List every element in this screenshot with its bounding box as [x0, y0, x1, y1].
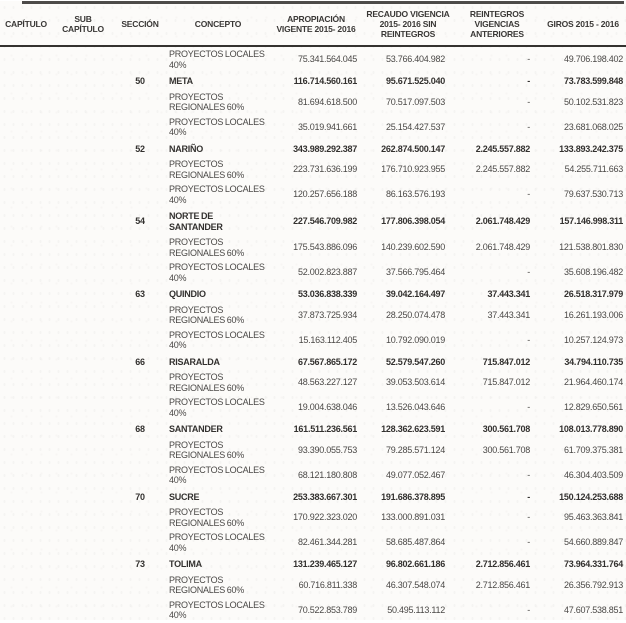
cell-capitulo	[0, 488, 52, 506]
cell-seccion: 50	[135, 76, 145, 86]
cell-recaudo: 133.000.891.031	[381, 512, 445, 523]
cell-apropiacion: 82.461.344.281	[297, 537, 357, 548]
cell-apropiacion: 52.002.823.887	[297, 267, 357, 278]
cell-apropiacion: 116.714.560.161	[293, 76, 357, 86]
table-row	[0, 353, 626, 371]
cell-concepto: PROYECTOS LOCALES 40%	[169, 329, 265, 350]
cell-seccion	[114, 370, 166, 395]
cell-recaudo: 140.239.602.590	[381, 242, 445, 253]
cell-capitulo	[0, 207, 52, 235]
cell-recaudo: 262.874.500.147	[381, 143, 445, 154]
cell-capitulo	[0, 328, 52, 353]
table-row	[0, 573, 626, 598]
cell-recaudo: 128.362.623.591	[381, 424, 445, 434]
cell-concepto: PROYECTOS LOCALES 40%	[169, 532, 265, 553]
cell-capitulo	[0, 285, 52, 303]
cell-reintegros: -	[527, 121, 530, 132]
cell-giros: 50.102.531.823	[563, 96, 623, 107]
cell-sub_capitulo	[52, 115, 114, 140]
cell-capitulo	[0, 438, 52, 463]
cell-seccion	[114, 438, 166, 463]
table-row	[0, 285, 626, 303]
cell-reintegros: 715.847.012	[482, 356, 530, 367]
cell-recaudo: 52.579.547.260	[385, 356, 445, 367]
table-row	[0, 115, 626, 140]
cell-giros: 10.257.124.973	[563, 334, 623, 345]
cell-capitulo	[0, 463, 52, 488]
cell-seccion	[114, 235, 166, 260]
cell-capitulo	[0, 46, 52, 72]
table-row	[0, 463, 626, 488]
cell-concepto: TOLIMA	[169, 559, 202, 569]
cell-recaudo: 25.154.427.537	[385, 121, 445, 132]
cell-capitulo	[0, 140, 52, 158]
cell-concepto: PROYECTOS REGIONALES 60%	[169, 237, 245, 258]
cell-capitulo	[0, 505, 52, 530]
cell-giros: 16.261.193.006	[563, 309, 623, 320]
budget-execution-table	[0, 4, 626, 623]
table-row	[0, 438, 626, 463]
cell-sub_capitulo	[52, 260, 114, 285]
cell-recaudo: 13.526.043.646	[385, 402, 445, 413]
cell-giros: 61.709.375.381	[563, 444, 623, 455]
cell-recaudo: 86.163.576.193	[385, 189, 445, 200]
cell-apropiacion: 175.543.886.096	[293, 242, 357, 253]
cell-giros: 95.463.363.841	[563, 512, 623, 523]
cell-recaudo: 53.766.404.982	[385, 54, 445, 65]
cell-recaudo: 176.710.923.955	[381, 164, 445, 175]
cell-sub_capitulo	[52, 90, 114, 115]
cell-giros: 47.607.538.851	[563, 604, 623, 615]
cell-sub_capitulo	[52, 438, 114, 463]
cell-giros: 21.964.460.174	[563, 377, 623, 388]
cell-apropiacion: 120.257.656.188	[293, 189, 357, 200]
cell-seccion: 68	[135, 424, 145, 434]
cell-sub_capitulo	[52, 207, 114, 235]
cell-concepto: PROYECTOS REGIONALES 60%	[169, 159, 245, 180]
cell-sub_capitulo	[52, 46, 114, 72]
cell-reintegros: -	[527, 537, 530, 548]
column-header-giros: GIROS 2015 - 2016	[540, 4, 626, 46]
cell-apropiacion: 60.716.811.338	[298, 579, 357, 590]
cell-giros: 133.893.242.375	[559, 143, 623, 154]
cell-reintegros: -	[527, 76, 530, 86]
cell-sub_capitulo	[52, 182, 114, 207]
cell-apropiacion: 19.004.638.046	[297, 402, 357, 413]
cell-concepto: NORTE DE SANTANDER	[169, 211, 223, 232]
cell-reintegros: 300.561.708	[482, 444, 530, 455]
cell-reintegros: -	[527, 189, 530, 200]
table-row	[0, 157, 626, 182]
cell-giros: 121.538.801.830	[559, 242, 623, 253]
cell-giros: 49.706.198.402	[563, 54, 623, 65]
cell-seccion: 70	[135, 491, 145, 502]
cell-apropiacion: 253.383.667.301	[293, 491, 357, 502]
cell-giros: 79.637.530.713	[563, 189, 623, 200]
cell-reintegros: -	[527, 267, 530, 278]
cell-concepto: META	[169, 76, 193, 86]
cell-reintegros: 37.443.341	[487, 289, 530, 299]
cell-seccion	[114, 182, 166, 207]
cell-capitulo	[0, 182, 52, 207]
cell-recaudo: 79.285.571.124	[385, 444, 445, 455]
table-row	[0, 72, 626, 90]
cell-sub_capitulo	[52, 285, 114, 303]
cell-reintegros: -	[527, 512, 530, 523]
cell-seccion: 52	[135, 143, 145, 154]
cell-capitulo	[0, 555, 52, 573]
cell-reintegros: 2.061.748.429	[475, 216, 530, 227]
cell-apropiacion: 227.546.709.982	[293, 216, 357, 227]
cell-sub_capitulo	[52, 573, 114, 598]
cell-recaudo: 39.042.164.497	[385, 289, 445, 299]
cell-concepto: PROYECTOS LOCALES 40%	[169, 464, 265, 485]
cell-recaudo: 10.792.090.019	[385, 334, 445, 345]
table-row	[0, 46, 626, 72]
cell-reintegros: -	[527, 96, 530, 107]
cell-sub_capitulo	[52, 328, 114, 353]
cell-apropiacion: 70.522.853.789	[297, 604, 357, 615]
cell-reintegros: -	[527, 469, 530, 480]
column-header-recaudo: RECAUDO VIGENCIA 2015- 2016 SIN REINTEGROS	[362, 4, 454, 46]
cell-concepto: NARIÑO	[169, 143, 203, 154]
cell-seccion	[114, 303, 166, 328]
column-header-capitulo: CAPÍTULO	[0, 4, 52, 46]
cell-concepto: PROYECTOS REGIONALES 60%	[169, 91, 245, 112]
cell-giros: 73.964.331.764	[563, 559, 623, 569]
cell-concepto: SUCRE	[169, 491, 200, 502]
column-header-seccion: SECCIÓN	[114, 4, 166, 46]
table-row	[0, 420, 626, 438]
cell-recaudo: 49.077.052.467	[385, 469, 445, 480]
cell-capitulo	[0, 235, 52, 260]
page-top-rule	[22, 1, 624, 4]
cell-concepto: SANTANDER	[169, 424, 223, 434]
cell-sub_capitulo	[52, 72, 114, 90]
header-row	[0, 4, 626, 46]
cell-recaudo: 28.250.074.478	[385, 309, 445, 320]
cell-apropiacion: 81.694.618.500	[297, 96, 357, 107]
cell-recaudo: 46.307.548.074	[385, 579, 445, 590]
cell-concepto: QUINDIO	[169, 289, 206, 299]
cell-apropiacion: 37.873.725.934	[297, 309, 357, 320]
cell-giros: 26.518.317.979	[563, 289, 623, 299]
cell-capitulo	[0, 303, 52, 328]
cell-reintegros: 300.561.708	[482, 424, 530, 434]
cell-apropiacion: 131.239.465.127	[293, 559, 357, 569]
cell-seccion	[114, 505, 166, 530]
cell-recaudo: 95.671.525.040	[385, 76, 445, 86]
cell-concepto: PROYECTOS LOCALES 40%	[169, 599, 265, 620]
cell-capitulo	[0, 530, 52, 555]
scanned-budget-table-page	[0, 1, 626, 620]
cell-reintegros: 2.712.856.461	[475, 579, 530, 590]
cell-reintegros: 2.245.557.882	[475, 164, 530, 175]
cell-reintegros: -	[527, 604, 530, 615]
cell-reintegros: -	[527, 402, 530, 413]
table-row	[0, 395, 626, 420]
cell-capitulo	[0, 420, 52, 438]
table-row	[0, 370, 626, 395]
cell-recaudo: 50.495.113.112	[387, 604, 445, 615]
cell-giros: 26.356.792.913	[563, 579, 623, 590]
table-header	[0, 4, 626, 46]
cell-concepto: PROYECTOS REGIONALES 60%	[169, 372, 245, 393]
cell-sub_capitulo	[52, 140, 114, 158]
cell-seccion	[114, 395, 166, 420]
cell-giros: 54.255.711.663	[564, 164, 623, 175]
cell-seccion	[114, 157, 166, 182]
table-row	[0, 530, 626, 555]
cell-giros: 12.829.650.561	[563, 402, 623, 413]
cell-apropiacion: 15.163.112.405	[298, 334, 357, 345]
cell-concepto: PROYECTOS LOCALES 40%	[169, 397, 265, 418]
cell-apropiacion: 170.922.323.020	[293, 512, 357, 523]
table-row	[0, 260, 626, 285]
cell-giros: 108.013.778.890	[559, 424, 623, 434]
cell-capitulo	[0, 260, 52, 285]
cell-capitulo	[0, 370, 52, 395]
table-row	[0, 555, 626, 573]
cell-seccion	[114, 115, 166, 140]
table-row	[0, 235, 626, 260]
cell-apropiacion: 35.019.941.661	[297, 121, 357, 132]
cell-apropiacion: 67.567.865.172	[297, 356, 357, 367]
cell-giros: 34.794.110.735	[564, 356, 623, 367]
cell-seccion: 66	[135, 356, 145, 367]
cell-seccion	[114, 463, 166, 488]
cell-concepto: PROYECTOS LOCALES 40%	[169, 184, 265, 205]
cell-capitulo	[0, 395, 52, 420]
cell-concepto: PROYECTOS LOCALES 40%	[169, 116, 265, 137]
cell-reintegros: 2.712.856.461	[475, 559, 530, 569]
cell-sub_capitulo	[52, 420, 114, 438]
table-row	[0, 90, 626, 115]
cell-capitulo	[0, 353, 52, 371]
cell-giros: 54.660.889.847	[563, 537, 623, 548]
table-row	[0, 328, 626, 353]
cell-seccion	[114, 90, 166, 115]
cell-reintegros: 2.245.557.882	[475, 143, 530, 154]
table-row	[0, 140, 626, 158]
table-row	[0, 207, 626, 235]
cell-recaudo: 177.806.398.054	[381, 216, 445, 227]
cell-reintegros: -	[527, 491, 530, 502]
cell-sub_capitulo	[52, 488, 114, 506]
cell-reintegros: 2.061.748.429	[475, 242, 530, 253]
cell-giros: 150.124.253.688	[559, 491, 623, 502]
cell-seccion	[114, 46, 166, 72]
cell-sub_capitulo	[52, 463, 114, 488]
cell-seccion: 73	[135, 559, 145, 569]
column-header-concepto: CONCEPTO	[166, 4, 270, 46]
cell-giros: 35.608.196.482	[563, 267, 623, 278]
cell-seccion	[114, 328, 166, 353]
cell-apropiacion: 343.989.292.387	[293, 143, 357, 154]
cell-apropiacion: 53.036.838.339	[297, 289, 357, 299]
cell-sub_capitulo	[52, 505, 114, 530]
cell-recaudo: 37.566.795.464	[385, 267, 445, 278]
cell-apropiacion: 75.341.564.045	[297, 54, 357, 65]
cell-sub_capitulo	[52, 530, 114, 555]
cell-sub_capitulo	[52, 555, 114, 573]
column-header-sub-capitulo: SUB CAPÍTULO	[52, 4, 114, 46]
cell-sub_capitulo	[52, 353, 114, 371]
cell-sub_capitulo	[52, 157, 114, 182]
table-row	[0, 488, 626, 506]
cell-apropiacion: 48.563.227.127	[297, 377, 357, 388]
column-header-apropiacion: APROPIACIÓN VIGENTE 2015- 2016	[270, 4, 362, 46]
cell-reintegros: 715.847.012	[482, 377, 530, 388]
table-row	[0, 505, 626, 530]
cell-capitulo	[0, 115, 52, 140]
cell-giros: 73.783.599.848	[563, 76, 623, 86]
cell-concepto: PROYECTOS REGIONALES 60%	[169, 439, 245, 460]
cell-apropiacion: 68.121.180.808	[297, 469, 357, 480]
cell-recaudo: 96.802.661.186	[385, 559, 445, 569]
cell-sub_capitulo	[52, 303, 114, 328]
cell-sub_capitulo	[52, 370, 114, 395]
cell-recaudo: 191.686.378.895	[381, 491, 445, 502]
cell-seccion	[114, 260, 166, 285]
cell-concepto: PROYECTOS REGIONALES 60%	[169, 304, 245, 325]
cell-recaudo: 58.685.487.864	[385, 537, 445, 548]
cell-seccion	[114, 573, 166, 598]
cell-reintegros: -	[527, 54, 530, 65]
cell-capitulo	[0, 157, 52, 182]
table-row	[0, 303, 626, 328]
cell-recaudo: 39.053.503.614	[385, 377, 445, 388]
cell-concepto: PROYECTOS REGIONALES 60%	[169, 507, 245, 528]
cell-concepto: PROYECTOS LOCALES 40%	[169, 49, 265, 70]
cell-giros: 23.681.068.025	[563, 121, 623, 132]
cell-reintegros: -	[527, 334, 530, 345]
table-row	[0, 182, 626, 207]
cell-capitulo	[0, 72, 52, 90]
cell-capitulo	[0, 90, 52, 115]
cell-sub_capitulo	[52, 395, 114, 420]
cell-concepto: RISARALDA	[169, 356, 220, 367]
cell-seccion: 54	[135, 216, 145, 227]
cell-apropiacion: 223.731.636.199	[293, 164, 357, 175]
cell-reintegros: 37.443.341	[487, 309, 530, 320]
cell-concepto: PROYECTOS REGIONALES 60%	[169, 574, 245, 595]
cell-concepto: PROYECTOS LOCALES 40%	[169, 262, 265, 283]
cell-giros: 157.146.998.311	[559, 216, 623, 227]
cell-sub_capitulo	[52, 235, 114, 260]
cell-apropiacion: 93.390.055.753	[297, 444, 357, 455]
cell-apropiacion: 161.511.236.561	[293, 424, 357, 434]
cell-recaudo: 70.517.097.503	[385, 96, 445, 107]
column-header-reintegros: REINTEGROS VIGENCIAS ANTERIORES	[454, 4, 540, 46]
cell-seccion	[114, 530, 166, 555]
cell-capitulo	[0, 573, 52, 598]
table-body	[0, 46, 626, 623]
cell-giros: 46.304.403.509	[563, 469, 623, 480]
cell-seccion: 63	[135, 289, 145, 299]
